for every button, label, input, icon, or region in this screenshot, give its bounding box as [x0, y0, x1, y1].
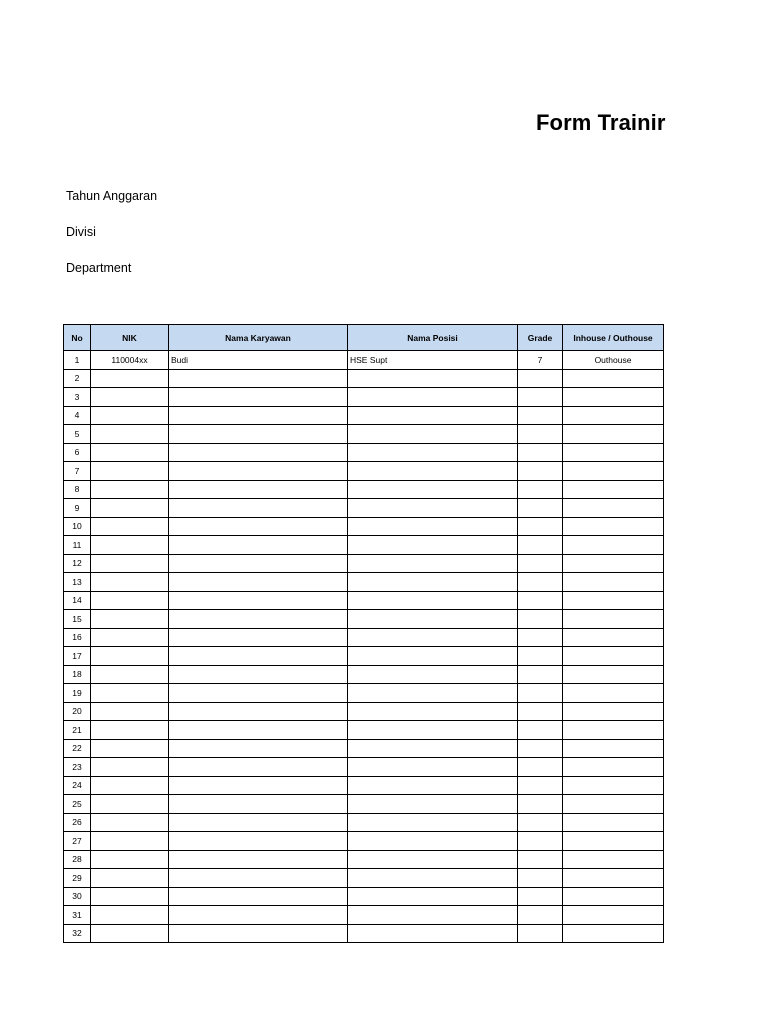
- cell-nama-posisi[interactable]: [348, 369, 518, 388]
- cell-nik[interactable]: [91, 647, 169, 666]
- cell-nama-posisi[interactable]: [348, 554, 518, 573]
- cell-nama-karyawan[interactable]: [169, 462, 348, 481]
- table-header-row: [64, 325, 664, 351]
- column-header-no: No: [64, 325, 91, 351]
- cell-grade[interactable]: [518, 517, 563, 536]
- cell-no[interactable]: 32: [64, 924, 91, 943]
- table-row: [64, 684, 664, 703]
- cell-no[interactable]: 22: [64, 739, 91, 758]
- cell-nama-karyawan[interactable]: [169, 684, 348, 703]
- cell-no[interactable]: 12: [64, 554, 91, 573]
- cell-grade[interactable]: [518, 721, 563, 740]
- table-row: [64, 887, 664, 906]
- cell-nama-posisi[interactable]: [348, 739, 518, 758]
- cell-grade[interactable]: [518, 702, 563, 721]
- table-body: [64, 351, 664, 943]
- cell-nama-karyawan[interactable]: [169, 721, 348, 740]
- cell-nama-posisi[interactable]: [348, 462, 518, 481]
- cell-inhouse-outhouse[interactable]: [563, 739, 664, 758]
- cell-nama-posisi[interactable]: [348, 887, 518, 906]
- cell-no[interactable]: 30: [64, 887, 91, 906]
- cell-grade[interactable]: [518, 591, 563, 610]
- cell-grade[interactable]: [518, 869, 563, 888]
- cell-inhouse-outhouse[interactable]: [563, 906, 664, 925]
- table-row: [64, 776, 664, 795]
- cell-no[interactable]: 28: [64, 850, 91, 869]
- cell-no[interactable]: 6: [64, 443, 91, 462]
- table-row: [64, 517, 664, 536]
- cell-nama-karyawan[interactable]: [169, 499, 348, 518]
- cell-inhouse-outhouse[interactable]: [563, 443, 664, 462]
- cell-inhouse-outhouse[interactable]: [563, 721, 664, 740]
- cell-nama-karyawan[interactable]: [169, 425, 348, 444]
- cell-nama-posisi[interactable]: [348, 850, 518, 869]
- cell-no[interactable]: 14: [64, 591, 91, 610]
- cell-nik[interactable]: [91, 906, 169, 925]
- cell-nama-posisi[interactable]: [348, 610, 518, 629]
- column-header-nik: NIK: [91, 325, 169, 351]
- cell-no[interactable]: 2: [64, 369, 91, 388]
- cell-nik[interactable]: [91, 443, 169, 462]
- table-row: [64, 813, 664, 832]
- cell-nik[interactable]: [91, 499, 169, 518]
- cell-nik[interactable]: [91, 924, 169, 943]
- table-row: [64, 795, 664, 814]
- column-header-nama-karyawan: Nama Karyawan: [169, 325, 348, 351]
- cell-nama-posisi[interactable]: [348, 573, 518, 592]
- cell-grade[interactable]: [518, 813, 563, 832]
- cell-nik[interactable]: [91, 702, 169, 721]
- training-table: [63, 324, 664, 943]
- cell-grade[interactable]: [518, 758, 563, 777]
- cell-inhouse-outhouse[interactable]: [563, 369, 664, 388]
- cell-inhouse-outhouse[interactable]: [563, 776, 664, 795]
- cell-nik[interactable]: [91, 369, 169, 388]
- cell-nama-karyawan[interactable]: [169, 406, 348, 425]
- table-row: [64, 758, 664, 777]
- cell-inhouse-outhouse[interactable]: [563, 388, 664, 407]
- cell-no[interactable]: 20: [64, 702, 91, 721]
- table-row: [64, 536, 664, 555]
- cell-inhouse-outhouse[interactable]: [563, 406, 664, 425]
- column-header-nama-posisi: Nama Posisi: [348, 325, 518, 351]
- table-row: [64, 499, 664, 518]
- table-row: [64, 443, 664, 462]
- department-label: Department: [66, 261, 132, 275]
- cell-no[interactable]: 19: [64, 684, 91, 703]
- cell-inhouse-outhouse[interactable]: [563, 628, 664, 647]
- cell-nik[interactable]: [91, 795, 169, 814]
- table-row: [64, 665, 664, 684]
- table-row: [64, 721, 664, 740]
- cell-nik[interactable]: 110004xx: [91, 351, 169, 370]
- cell-inhouse-outhouse[interactable]: [563, 869, 664, 888]
- cell-nama-posisi[interactable]: [348, 906, 518, 925]
- divisi-label: Divisi: [66, 225, 96, 239]
- cell-nik[interactable]: [91, 462, 169, 481]
- cell-grade[interactable]: [518, 536, 563, 555]
- cell-nama-karyawan[interactable]: [169, 850, 348, 869]
- table-row: [64, 388, 664, 407]
- cell-grade[interactable]: [518, 739, 563, 758]
- cell-nama-karyawan[interactable]: Budi: [169, 351, 348, 370]
- page-title: Form Trainir: [536, 110, 666, 135]
- table-row: [64, 628, 664, 647]
- cell-no[interactable]: 15: [64, 610, 91, 629]
- cell-inhouse-outhouse[interactable]: [563, 536, 664, 555]
- cell-nama-karyawan[interactable]: [169, 739, 348, 758]
- cell-nik[interactable]: [91, 850, 169, 869]
- cell-inhouse-outhouse[interactable]: [563, 517, 664, 536]
- cell-nama-posisi[interactable]: [348, 758, 518, 777]
- cell-nama-karyawan[interactable]: [169, 591, 348, 610]
- cell-no[interactable]: 11: [64, 536, 91, 555]
- cell-no[interactable]: 16: [64, 628, 91, 647]
- cell-no[interactable]: 26: [64, 813, 91, 832]
- cell-inhouse-outhouse[interactable]: [563, 850, 664, 869]
- cell-grade[interactable]: [518, 665, 563, 684]
- cell-no[interactable]: 18: [64, 665, 91, 684]
- cell-nama-posisi[interactable]: [348, 591, 518, 610]
- cell-nama-posisi[interactable]: [348, 721, 518, 740]
- cell-nik[interactable]: [91, 480, 169, 499]
- cell-inhouse-outhouse[interactable]: Outhouse: [563, 351, 664, 370]
- cell-nama-posisi[interactable]: [348, 425, 518, 444]
- cell-no[interactable]: 29: [64, 869, 91, 888]
- cell-inhouse-outhouse[interactable]: [563, 591, 664, 610]
- cell-nama-posisi[interactable]: [348, 499, 518, 518]
- cell-nama-karyawan[interactable]: [169, 388, 348, 407]
- cell-inhouse-outhouse[interactable]: [563, 665, 664, 684]
- cell-nama-karyawan[interactable]: [169, 906, 348, 925]
- table-row: [64, 369, 664, 388]
- cell-inhouse-outhouse[interactable]: [563, 425, 664, 444]
- cell-nik[interactable]: [91, 832, 169, 851]
- cell-nama-posisi[interactable]: [348, 776, 518, 795]
- cell-nik[interactable]: [91, 628, 169, 647]
- cell-grade[interactable]: [518, 480, 563, 499]
- cell-nik[interactable]: [91, 536, 169, 555]
- table-row: [64, 924, 664, 943]
- table-row: [64, 573, 664, 592]
- table-row: [64, 351, 664, 370]
- cell-nik[interactable]: [91, 406, 169, 425]
- cell-grade[interactable]: [518, 554, 563, 573]
- cell-grade[interactable]: [518, 628, 563, 647]
- cell-nama-karyawan[interactable]: [169, 758, 348, 777]
- cell-grade[interactable]: [518, 388, 563, 407]
- cell-nik[interactable]: [91, 739, 169, 758]
- cell-no[interactable]: 4: [64, 406, 91, 425]
- cell-no[interactable]: 17: [64, 647, 91, 666]
- table-row: [64, 480, 664, 499]
- cell-inhouse-outhouse[interactable]: [563, 684, 664, 703]
- cell-nama-karyawan[interactable]: [169, 369, 348, 388]
- cell-nama-posisi[interactable]: [348, 702, 518, 721]
- tahun-anggaran-label: Tahun Anggaran: [66, 189, 158, 203]
- cell-nama-karyawan[interactable]: [169, 517, 348, 536]
- cell-grade[interactable]: [518, 850, 563, 869]
- cell-nik[interactable]: [91, 425, 169, 444]
- cell-nama-posisi[interactable]: [348, 517, 518, 536]
- cell-nik[interactable]: [91, 610, 169, 629]
- cell-no[interactable]: 1: [64, 351, 91, 370]
- cell-nik[interactable]: [91, 869, 169, 888]
- table-row: [64, 850, 664, 869]
- table-row: [64, 832, 664, 851]
- cell-nama-karyawan[interactable]: [169, 832, 348, 851]
- cell-no[interactable]: 21: [64, 721, 91, 740]
- cell-grade[interactable]: [518, 832, 563, 851]
- cell-inhouse-outhouse[interactable]: [563, 702, 664, 721]
- cell-nama-posisi[interactable]: HSE Supt: [348, 351, 518, 370]
- cell-inhouse-outhouse[interactable]: [563, 554, 664, 573]
- cell-grade[interactable]: [518, 499, 563, 518]
- cell-nama-karyawan[interactable]: [169, 647, 348, 666]
- cell-nik[interactable]: [91, 554, 169, 573]
- cell-nama-karyawan[interactable]: [169, 924, 348, 943]
- cell-grade[interactable]: [518, 425, 563, 444]
- table-row: [64, 591, 664, 610]
- cell-grade[interactable]: [518, 573, 563, 592]
- cell-no[interactable]: 3: [64, 388, 91, 407]
- cell-grade[interactable]: 7: [518, 351, 563, 370]
- cell-inhouse-outhouse[interactable]: [563, 499, 664, 518]
- cell-nama-posisi[interactable]: [348, 647, 518, 666]
- table-row: [64, 406, 664, 425]
- cell-nik[interactable]: [91, 813, 169, 832]
- cell-nik[interactable]: [91, 758, 169, 777]
- table-row: [64, 425, 664, 444]
- cell-no[interactable]: 5: [64, 425, 91, 444]
- cell-nama-posisi[interactable]: [348, 869, 518, 888]
- cell-nama-posisi[interactable]: [348, 443, 518, 462]
- cell-nama-posisi[interactable]: [348, 536, 518, 555]
- cell-nama-karyawan[interactable]: [169, 536, 348, 555]
- table-row: [64, 869, 664, 888]
- cell-nama-karyawan[interactable]: [169, 813, 348, 832]
- cell-nama-posisi[interactable]: [348, 832, 518, 851]
- cell-nama-posisi[interactable]: [348, 628, 518, 647]
- cell-grade[interactable]: [518, 887, 563, 906]
- cell-grade[interactable]: [518, 406, 563, 425]
- cell-nik[interactable]: [91, 388, 169, 407]
- cell-no[interactable]: 27: [64, 832, 91, 851]
- cell-nik[interactable]: [91, 887, 169, 906]
- table-row: [64, 554, 664, 573]
- cell-inhouse-outhouse[interactable]: [563, 887, 664, 906]
- table-row: [64, 462, 664, 481]
- cell-no[interactable]: 24: [64, 776, 91, 795]
- cell-inhouse-outhouse[interactable]: [563, 573, 664, 592]
- cell-nik[interactable]: [91, 721, 169, 740]
- cell-nik[interactable]: [91, 684, 169, 703]
- cell-nik[interactable]: [91, 591, 169, 610]
- cell-no[interactable]: 23: [64, 758, 91, 777]
- cell-no[interactable]: 7: [64, 462, 91, 481]
- cell-nama-posisi[interactable]: [348, 924, 518, 943]
- cell-nama-posisi[interactable]: [348, 406, 518, 425]
- cell-nama-karyawan[interactable]: [169, 702, 348, 721]
- cell-grade[interactable]: [518, 795, 563, 814]
- cell-nama-karyawan[interactable]: [169, 628, 348, 647]
- cell-grade[interactable]: [518, 369, 563, 388]
- table-row: [64, 647, 664, 666]
- cell-inhouse-outhouse[interactable]: [563, 924, 664, 943]
- cell-no[interactable]: 9: [64, 499, 91, 518]
- cell-inhouse-outhouse[interactable]: [563, 480, 664, 499]
- cell-nama-karyawan[interactable]: [169, 573, 348, 592]
- cell-grade[interactable]: [518, 443, 563, 462]
- cell-inhouse-outhouse[interactable]: [563, 462, 664, 481]
- cell-grade[interactable]: [518, 610, 563, 629]
- cell-nama-karyawan[interactable]: [169, 554, 348, 573]
- cell-nama-posisi[interactable]: [348, 684, 518, 703]
- cell-nik[interactable]: [91, 517, 169, 536]
- cell-nama-karyawan[interactable]: [169, 443, 348, 462]
- cell-no[interactable]: 10: [64, 517, 91, 536]
- cell-inhouse-outhouse[interactable]: [563, 647, 664, 666]
- cell-nama-posisi[interactable]: [348, 665, 518, 684]
- cell-nama-karyawan[interactable]: [169, 610, 348, 629]
- column-header-inhouse-outhouse: Inhouse / Outhouse: [563, 325, 664, 351]
- cell-grade[interactable]: [518, 924, 563, 943]
- cell-nama-karyawan[interactable]: [169, 887, 348, 906]
- cell-no[interactable]: 13: [64, 573, 91, 592]
- cell-nik[interactable]: [91, 776, 169, 795]
- cell-nik[interactable]: [91, 573, 169, 592]
- cell-inhouse-outhouse[interactable]: [563, 795, 664, 814]
- cell-nik[interactable]: [91, 665, 169, 684]
- cell-inhouse-outhouse[interactable]: [563, 758, 664, 777]
- table-row: [64, 739, 664, 758]
- column-header-grade: Grade: [518, 325, 563, 351]
- cell-nama-karyawan[interactable]: [169, 665, 348, 684]
- cell-inhouse-outhouse[interactable]: [563, 813, 664, 832]
- cell-no[interactable]: 31: [64, 906, 91, 925]
- cell-grade[interactable]: [518, 776, 563, 795]
- cell-nama-karyawan[interactable]: [169, 869, 348, 888]
- cell-grade[interactable]: [518, 906, 563, 925]
- cell-nama-posisi[interactable]: [348, 813, 518, 832]
- cell-no[interactable]: 25: [64, 795, 91, 814]
- cell-nama-karyawan[interactable]: [169, 795, 348, 814]
- table-row: [64, 610, 664, 629]
- cell-nama-karyawan[interactable]: [169, 776, 348, 795]
- cell-inhouse-outhouse[interactable]: [563, 610, 664, 629]
- cell-grade[interactable]: [518, 684, 563, 703]
- cell-no[interactable]: 8: [64, 480, 91, 499]
- cell-inhouse-outhouse[interactable]: [563, 832, 664, 851]
- cell-grade[interactable]: [518, 647, 563, 666]
- cell-grade[interactable]: [518, 462, 563, 481]
- table-row: [64, 906, 664, 925]
- cell-nama-posisi[interactable]: [348, 795, 518, 814]
- cell-nama-posisi[interactable]: [348, 480, 518, 499]
- cell-nama-posisi[interactable]: [348, 388, 518, 407]
- cell-nama-karyawan[interactable]: [169, 480, 348, 499]
- table-row: [64, 702, 664, 721]
